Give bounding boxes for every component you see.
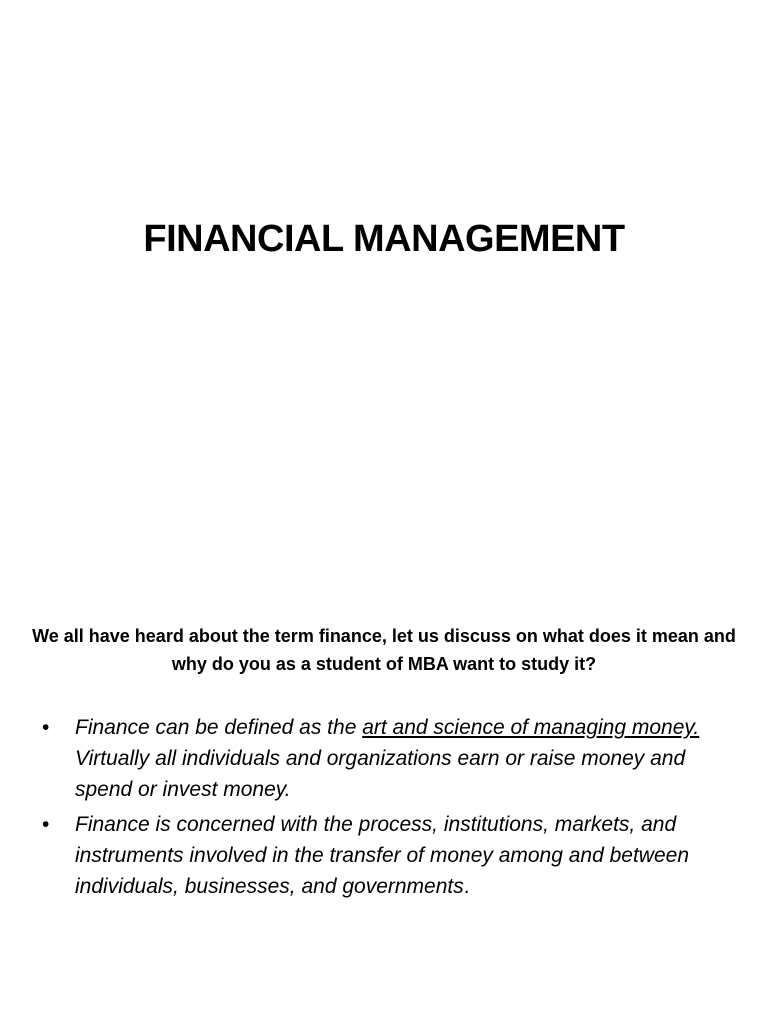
bullet-icon: • <box>42 813 50 836</box>
content-slide <box>0 512 768 1024</box>
slide-heading: We all have heard about the term finance, let us discuss on what does it mean and why do you as a student of MBA want to study it? <box>32 626 736 674</box>
bullet-text-pre: Finance is concerned with the process, institutions, markets, and instruments involved in the transfer of money among and between individuals, businesses, and governments <box>75 813 690 898</box>
bullet-item-scope <box>40 809 740 902</box>
bullet-text-pre: Finance can be defined as the <box>75 716 363 739</box>
bullet-text-underlined: art and science of managing money. <box>362 716 700 739</box>
bullet-list <box>40 712 740 906</box>
bullet-item-definition <box>40 712 740 805</box>
bullet-text-post: . <box>463 875 470 898</box>
bullet-text-post: Virtually all individuals and organizations earn or raise money and spend or invest money. <box>75 747 686 801</box>
bullet-icon: • <box>42 716 50 739</box>
slide-title: FINANCIAL MANAGEMENT <box>143 218 625 260</box>
